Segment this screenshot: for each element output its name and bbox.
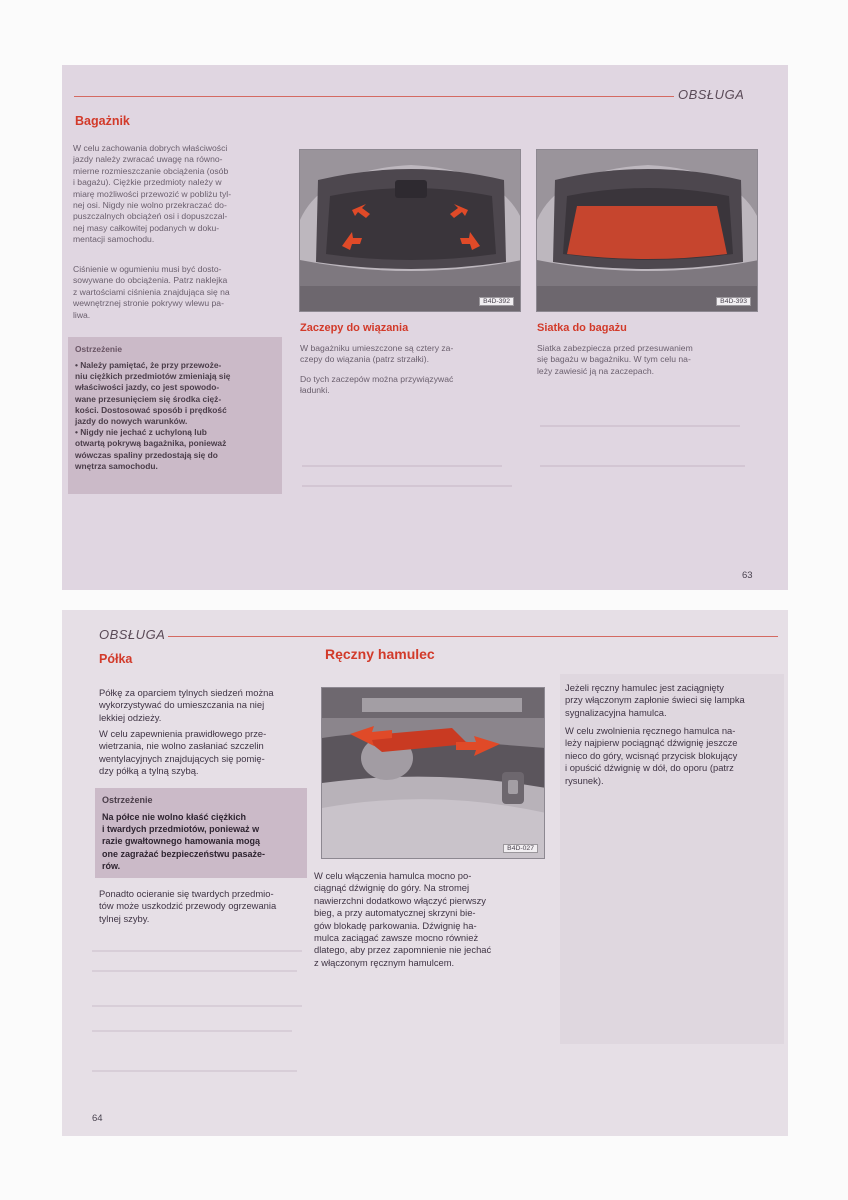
page-number: 63 — [742, 570, 753, 581]
header-rule — [74, 96, 674, 97]
bleed-through — [302, 465, 502, 467]
bleed-through — [302, 485, 512, 487]
luggage-net — [567, 206, 727, 259]
siatka-paragraph-1: Siatka zabezpiecza przed przesuwaniem się bagażu w bagażniku. W tym celu na- leży zawiesić ją na zaczepach. — [537, 343, 693, 376]
zaczepy-paragraph-1: W bagażniku umieszczone są cztery za- czepy do wiązania (patrz strzałki). — [300, 343, 454, 365]
polka-paragraph-3: Ponadto ocieranie się twardych przedmio- tów może uszkodzić przewody ogrzewania tylnej szyby. — [99, 888, 277, 924]
bleed-through — [92, 1030, 292, 1032]
bagaznik-paragraph-1: W celu zachowania dobrych właściwości jazdy należy zwracać uwagę na równo- mierne rozmieszczanie obciążenia (osób i bagażu). Ciężkie przedmioty należy w miarę możliwości przewozić w pobliżu tyl- nej osi. Nigdy nie wolno przekraczać do- puszczalnych obciążeń osi i dopuszczal- nej masy całkowitej podanych w doku- mentacji samochodu. — [73, 143, 232, 245]
bleed-through — [540, 425, 740, 427]
warning-body: • Należy pamiętać, że przy przewoże- niu ciężkich przedmiotów zmieniają się właściwości jazdy, co jest spowodo- wane przesunięciem się środka cięż- kości. Dostosować sposób i prędkość jazdy do nowych warunków. • Nigdy nie jechać z uchyloną lub otwartą pokrywą bagażnika, ponieważ wówczas spaliny przedostają się do wnętrza samochodu. — [75, 360, 231, 471]
hamulec-right-paragraph-2: W celu zwolnienia ręcznego hamulca na- leży najpierw pociągnąć dźwignię jeszcze nieco do góry, wcisnąć przycisk blokujący i opuścić dźwignię w dół, do oporu (patrz rysunek). — [565, 725, 738, 786]
hamulec-heading: Ręczny hamulec — [325, 646, 435, 662]
bagaznik-heading: Bagażnik — [75, 114, 130, 128]
bleed-through — [92, 1005, 302, 1007]
bleed-through — [92, 950, 302, 952]
page-number: 64 — [92, 1113, 103, 1124]
hamulec-caption: W celu włączenia hamulca mocno po- ciągnąć dźwignię do góry. Na stromej nawierzchni dodatkowo włączyć pierwszy bieg, a przy automatycznej skrzyni bie- gów blokadę parkowania. Dźwignię ha- mulca zaciągać zawsze mocno również dlatego, aby przez zapomnienie nie jechać z włączonym ręcznym hamulcem. — [314, 870, 492, 968]
warning-title: Ostrzeżenie — [75, 344, 123, 354]
trunk-net-illustration — [537, 150, 758, 312]
trunk-tie-downs-figure — [299, 149, 521, 312]
siatka-heading: Siatka do bagażu — [537, 322, 627, 334]
manual-page-63 — [62, 65, 788, 590]
figure-code: B4D-392 — [479, 297, 514, 306]
polka-warning-box — [95, 788, 307, 878]
figure-code: B4D-027 — [503, 844, 538, 853]
bagaznik-warning-box — [68, 337, 282, 494]
header-rule — [168, 636, 778, 637]
hamulec-right-paragraph-1: Jeżeli ręczny hamulec jest zaciągnięty przy włączonym zapłonie świeci się lampka sygnalizacyjna hamulca. — [565, 682, 745, 718]
bleed-through — [92, 970, 297, 972]
section-header: OBSŁUGA — [99, 627, 166, 642]
trunk-illustration — [300, 150, 521, 312]
polka-paragraph-1: Półkę za oparciem tylnych siedzeń można wykorzystywać do umieszczania na niej lekkiej odzieży. — [99, 687, 274, 723]
warning-title: Ostrzeżenie — [102, 795, 153, 805]
warning-body: Na półce nie wolno kłaść ciężkich i twardych przedmiotów, ponieważ w razie gwałtownego hamowania mogą one zagrażać bezpieczeństwu pasaże- rów. — [102, 812, 266, 871]
zaczepy-paragraph-2: Do tych zaczepów można przywiązywać ładunki. — [300, 374, 454, 396]
handbrake-figure — [321, 687, 545, 859]
manual-page-64 — [62, 610, 788, 1136]
section-header: OBSŁUGA — [678, 87, 745, 102]
bagaznik-paragraph-2: Ciśnienie w ogumieniu musi być dosto- sowywane do obciążenia. Patrz naklejka z wartościami ciśnienia znajdująca się na wewnętrznej stronie pokrywy wlewu pa- liwa. — [73, 264, 230, 320]
handbrake-illustration — [322, 688, 545, 859]
bleed-through — [540, 465, 745, 467]
trunk-net-figure — [536, 149, 758, 312]
bleed-through — [92, 1070, 297, 1072]
polka-heading: Półka — [99, 652, 133, 666]
polka-paragraph-2: W celu zapewnienia prawidłowego prze- wietrzania, nie wolno zasłaniać szczelin wentylacyjnych znajdujących się pomię- dzy półką a tylną szybą. — [99, 728, 267, 777]
zaczepy-heading: Zaczepy do wiązania — [300, 322, 409, 334]
figure-code: B4D-393 — [716, 297, 751, 306]
